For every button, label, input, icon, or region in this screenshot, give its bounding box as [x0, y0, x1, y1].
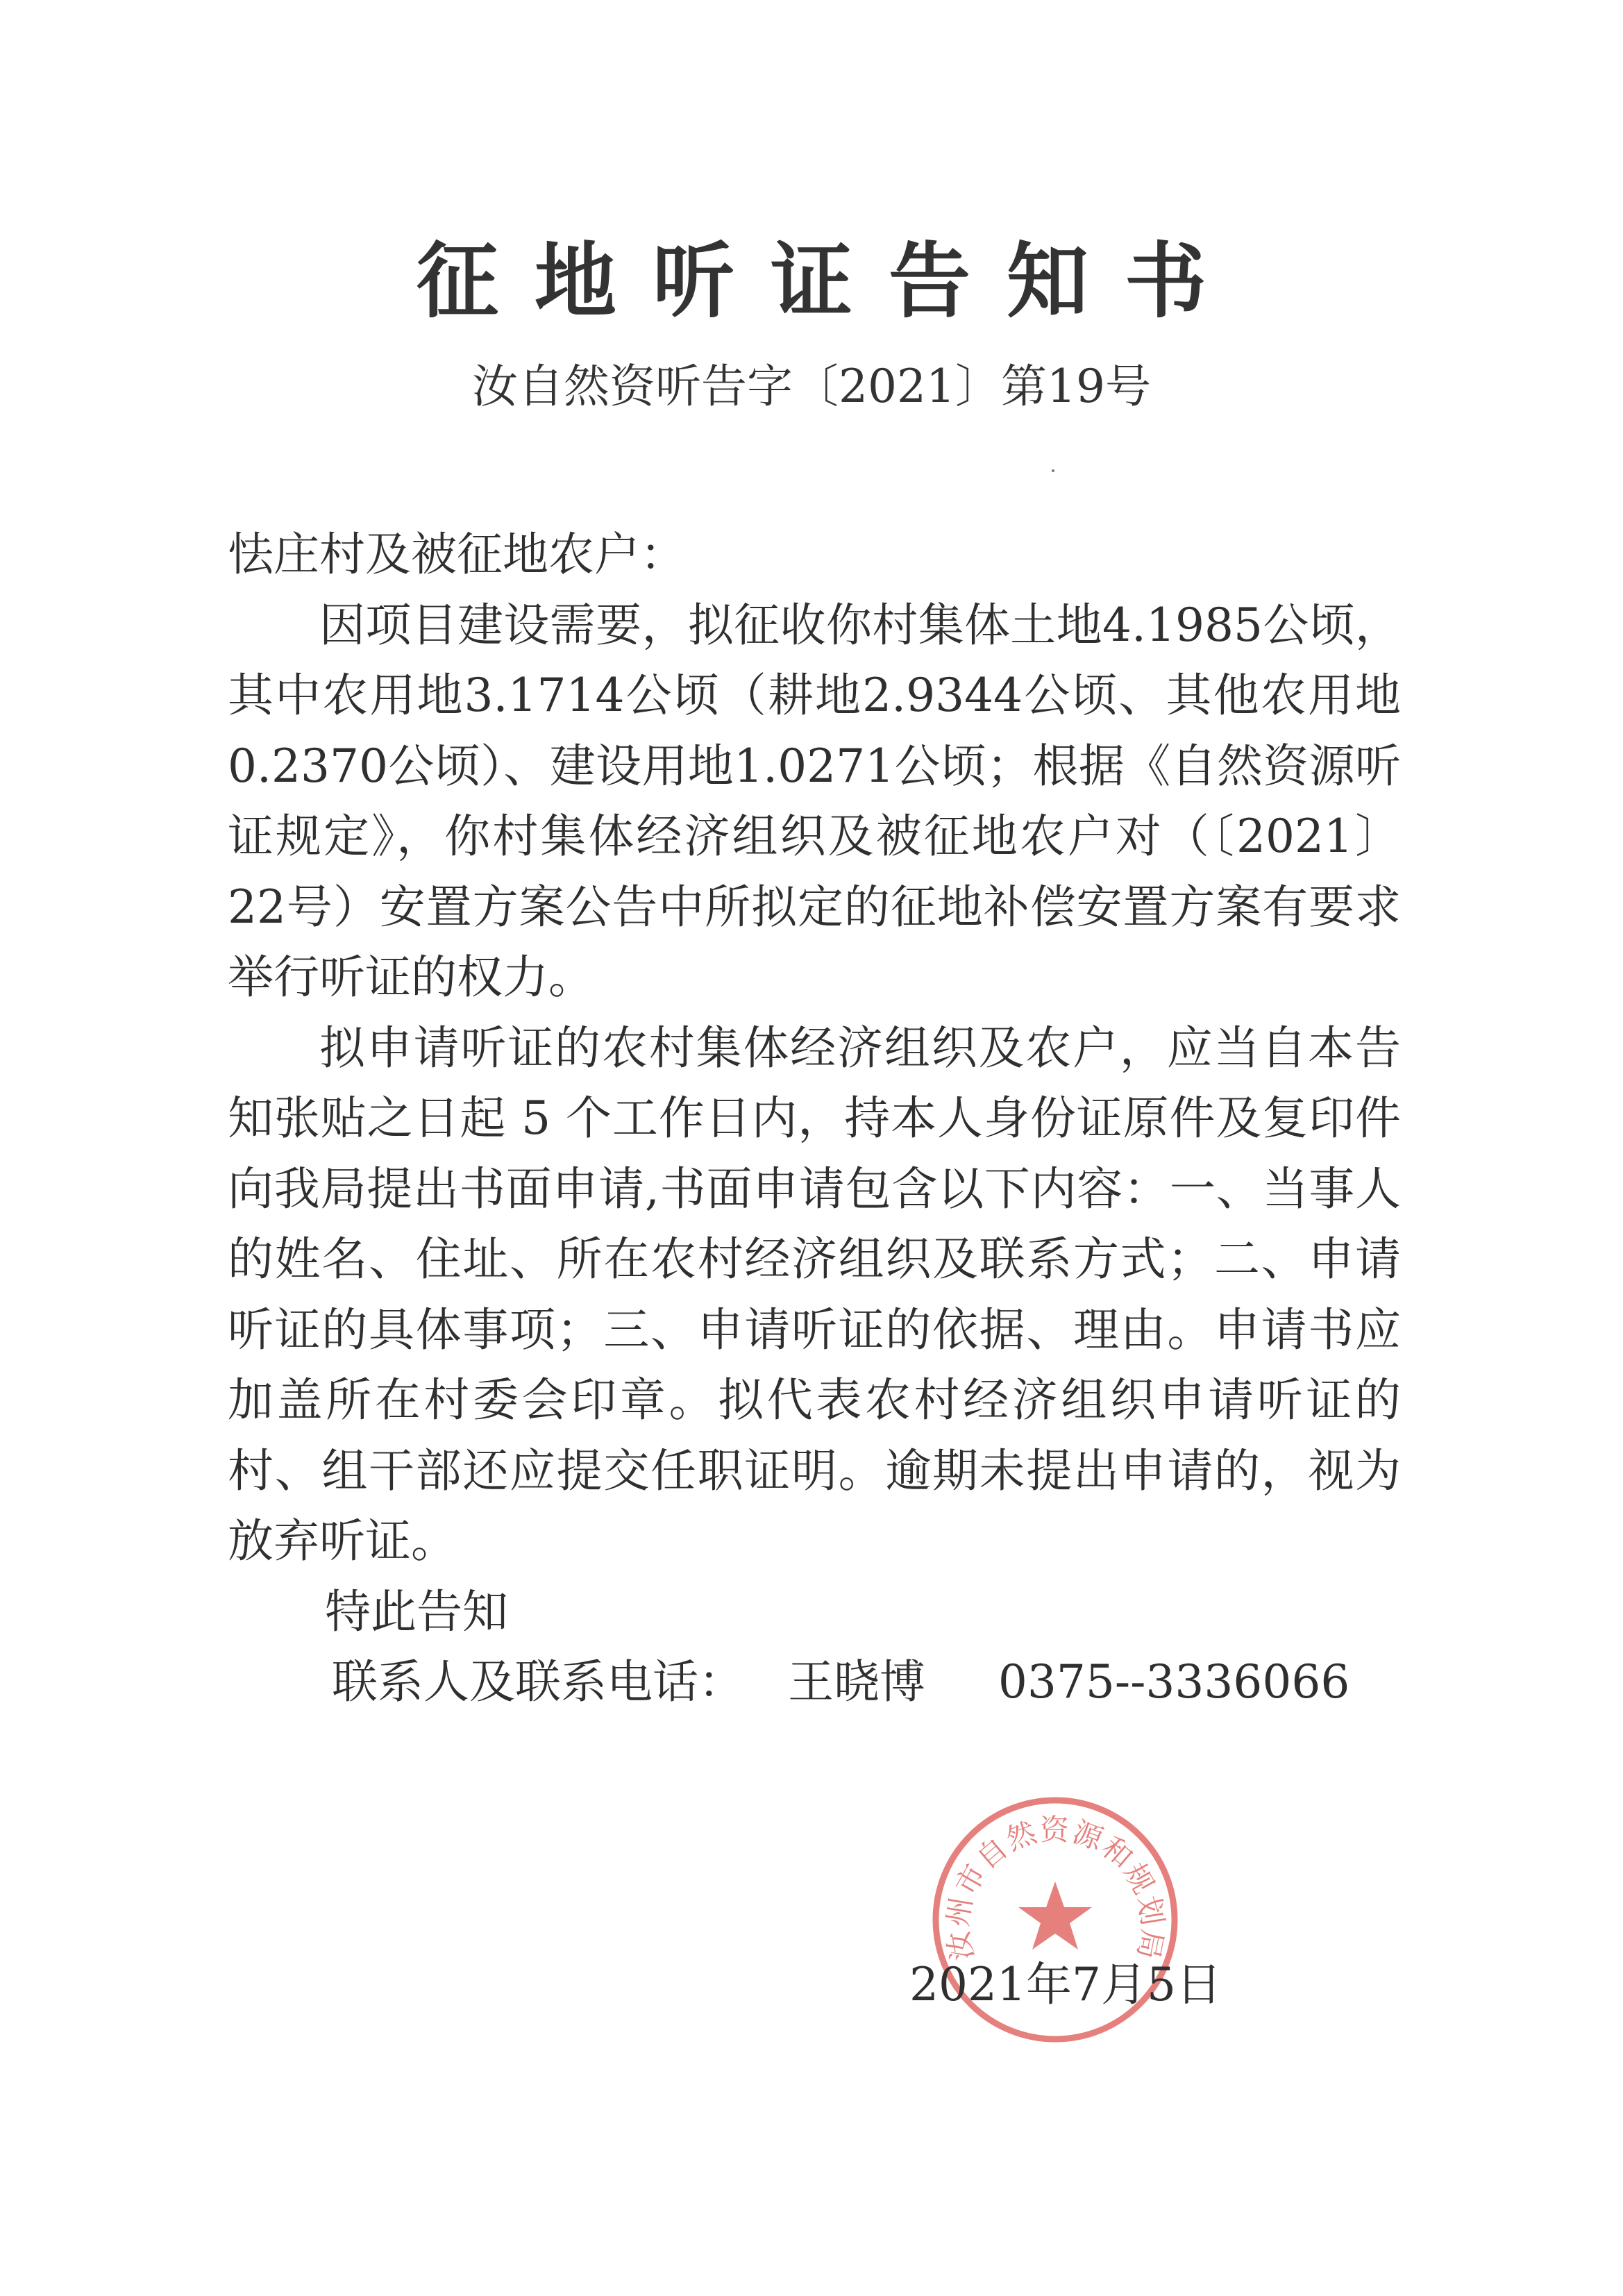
document-number: 汝自然资听告字〔2021〕第19号	[472, 360, 1151, 413]
addressee: 怯庄村及被征地农户：	[228, 528, 686, 581]
contact-phone: 0375--3336066	[998, 1655, 1350, 1709]
contact-line	[228, 1647, 1401, 1718]
seal-text: 汝州市自然资源和规划局	[940, 1813, 1170, 1963]
document-title: 征地听证告知书	[416, 233, 1243, 329]
document-date: 2021年7月5日	[909, 1958, 1222, 2011]
paragraph-land-acquisition: 因项目建设需要，拟征收你村集体土地4.1985公顷，其中农用地3.1714公顷（耕地2.9344公顷、其他农用地0.2370公顷）、建设用地1.0271公顷；根据《自然资源听证规定》，你村集体经济组织及被征地农户对（〔2021〕22号）安置方案公告中所拟定的征地补偿安置方案有要求举行听证的权力。	[228, 598, 1401, 1004]
paragraph-hearing-application: 拟申请听证的农村集体经济组织及农户，应当自本告知张贴之日起 5 个工作日内，持本人身份证原件及复印件向我局提出书面申请,书面申请包含以下内容：一、当事人的姓名、住址、所在农村经济组织及联系方式；二、申请听证的具体事项；三、申请听证的依据、理由。申请书应加盖所在村委会印章。拟代表农村经济组织申请听证的村、组干部还应提交任职证明。逾期未提出申请的，视为放弃听证。	[228, 1021, 1401, 1568]
closing-phrase: 特此告知	[325, 1584, 508, 1639]
scan-speck	[1052, 469, 1054, 472]
contact-label: 联系人及联系电话：	[332, 1655, 744, 1709]
seal-star-icon	[1018, 1882, 1092, 1950]
contact-name: 王晓博	[787, 1655, 925, 1709]
document-body	[228, 519, 1401, 1718]
